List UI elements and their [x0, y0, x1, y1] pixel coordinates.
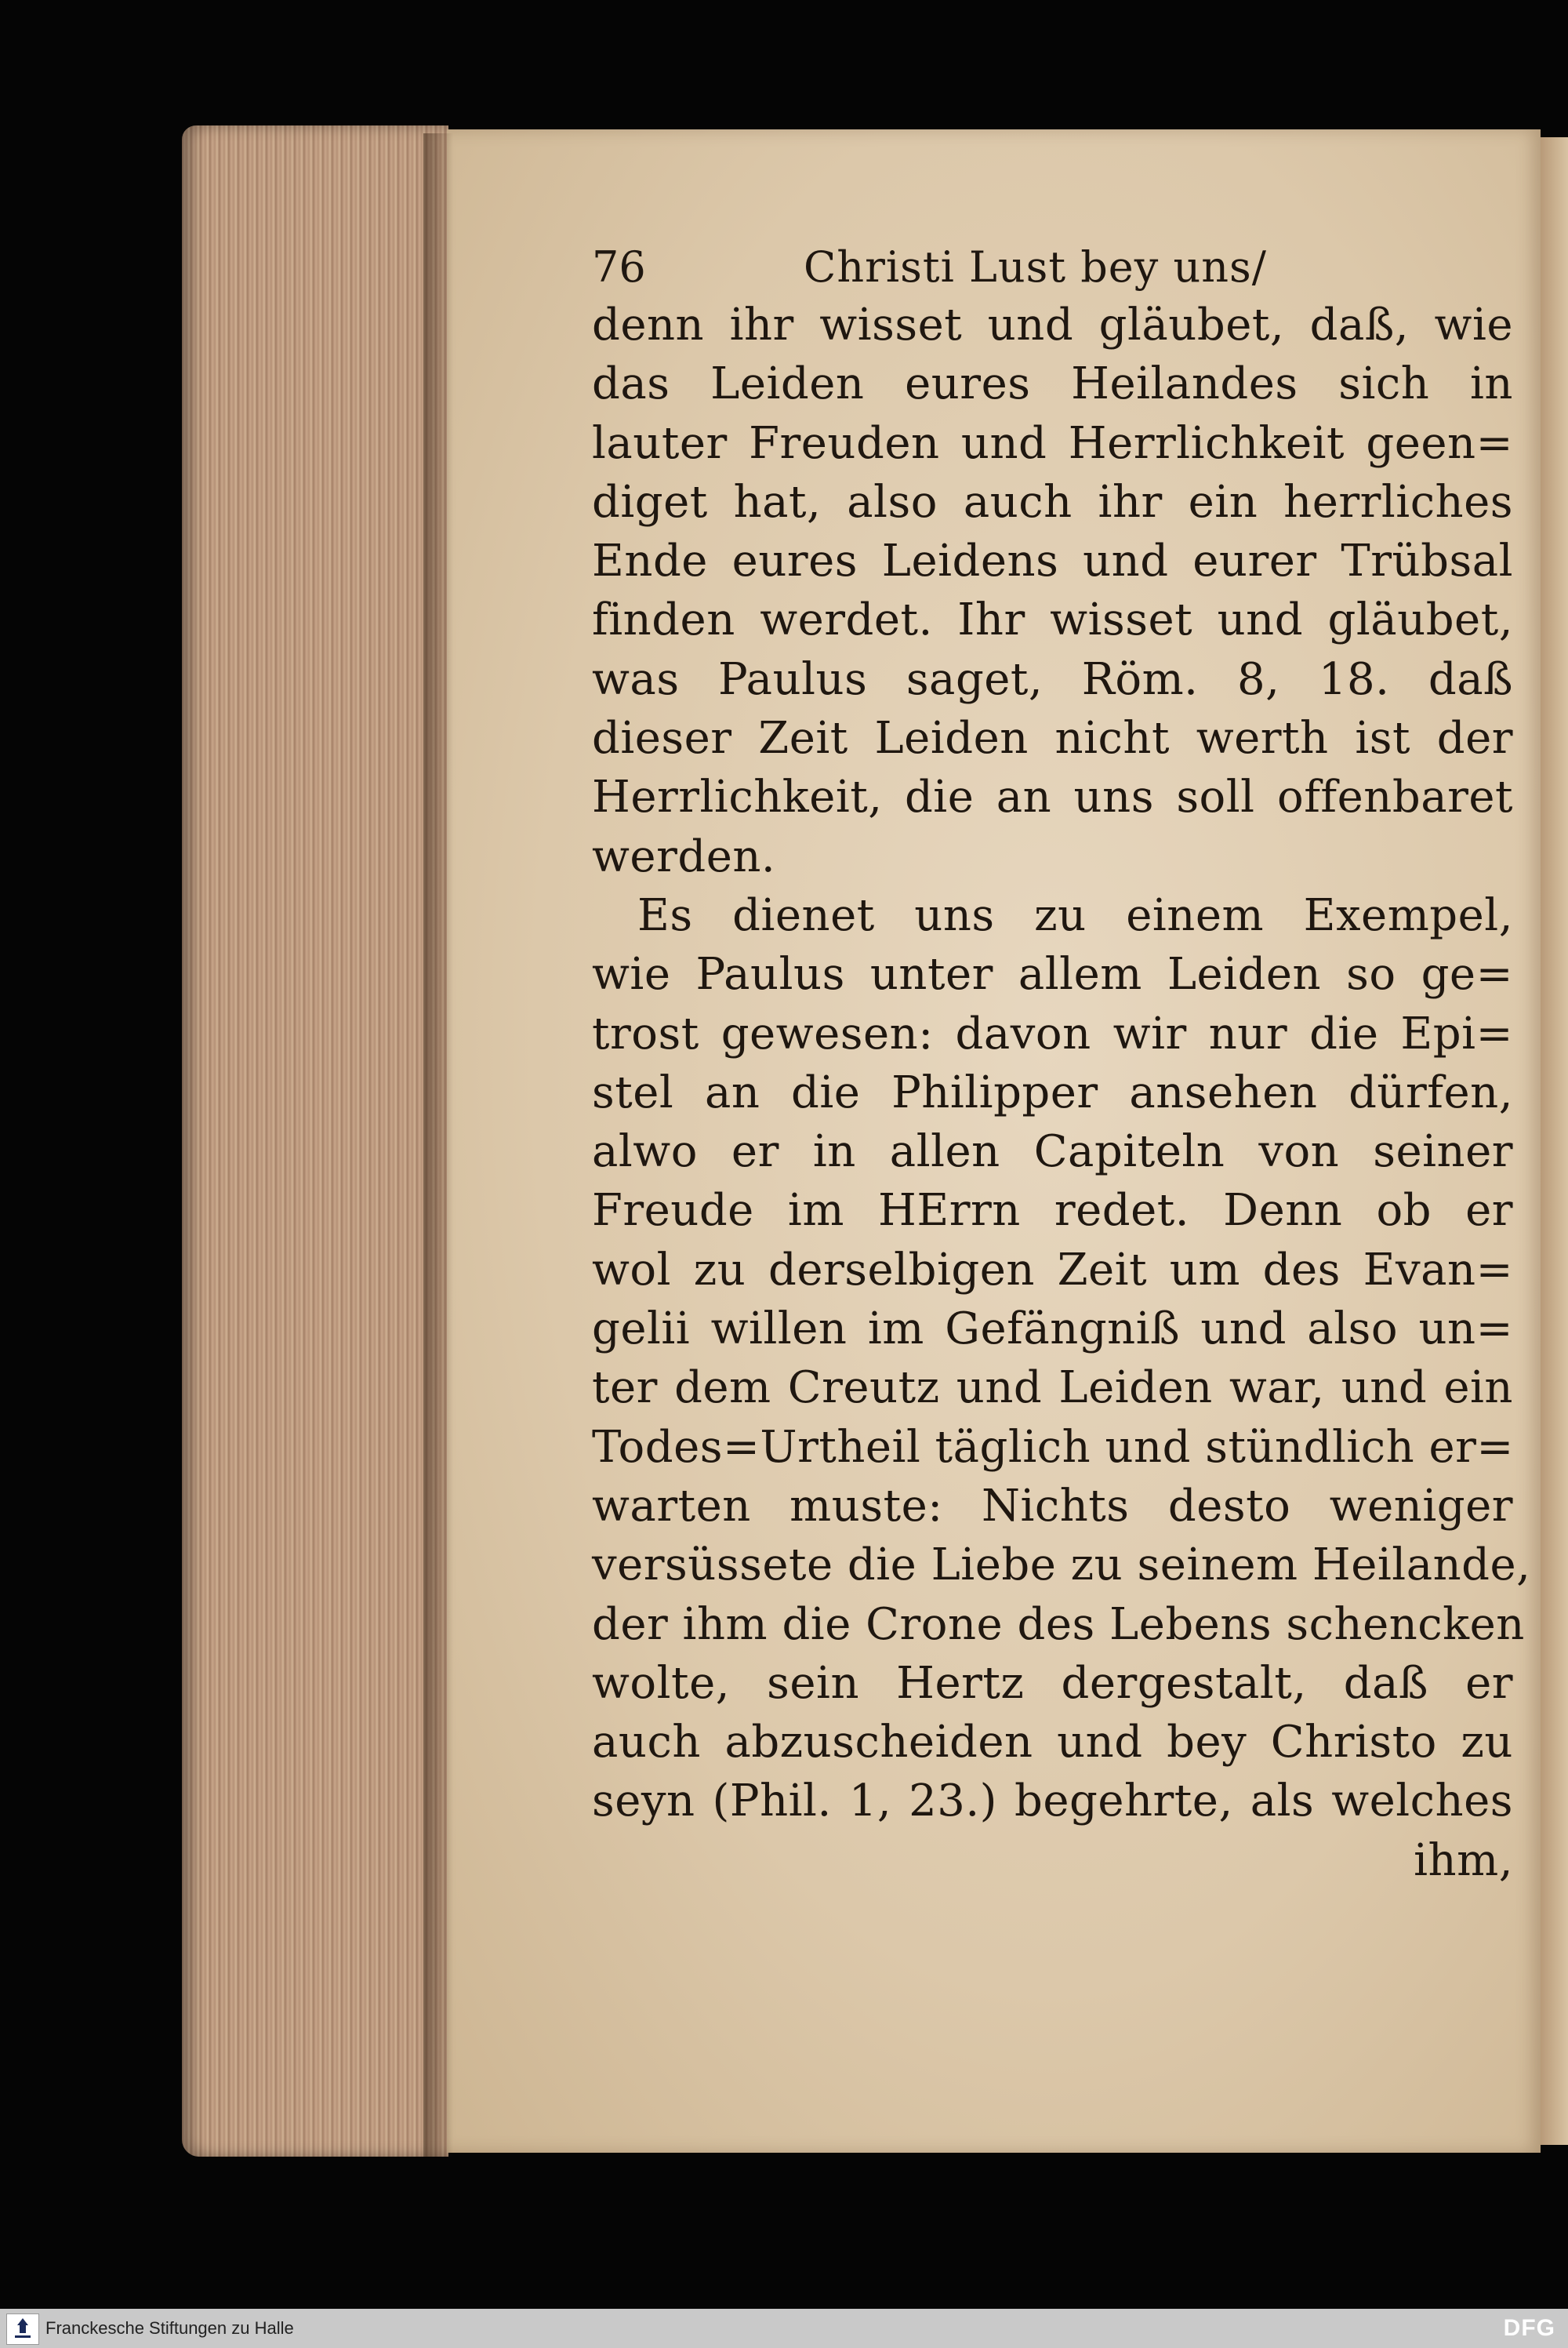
text-line: warten muste: Nichts desto weniger	[592, 1480, 1513, 1532]
text-line: wol zu derselbigen Zeit um des Evan=	[592, 1244, 1513, 1296]
text-line: seyn (Phil. 1, 23.) begehrte, als welches	[592, 1776, 1513, 1827]
text-line: Herrlichkeit, die an uns soll offenbaret	[592, 772, 1513, 823]
viewer-footer	[0, 2309, 1568, 2348]
dfg-logo: DFG	[1503, 2315, 1555, 2341]
text-line: wie Paulus unter allem Leiden so ge=	[592, 949, 1513, 1001]
text-line: alwo er in allen Capiteln von seiner	[592, 1126, 1513, 1178]
institution-name: Franckesche Stiftungen zu Halle	[45, 2318, 294, 2338]
text-line: wolte, sein Hertz dergestalt, daß er	[592, 1657, 1513, 1709]
text-line: ter dem Creutz und Leiden war, und ein	[592, 1362, 1513, 1414]
text-line: dieser Zeit Leiden nicht werth ist der	[592, 713, 1513, 765]
text-line: lauter Freuden und Herrlichkeit geen=	[592, 417, 1513, 469]
text-line: Ende eures Leidens und eurer Trübsal	[592, 536, 1513, 587]
text-line: trost gewesen: davon wir nur die Epi=	[592, 1008, 1513, 1060]
text-line: stel an die Philipper ansehen dürfen,	[592, 1067, 1513, 1118]
text-line: versüssete die Liebe zu seinem Heilande,	[592, 1539, 1531, 1591]
text-line: diget hat, also auch ihr ein herrliches	[592, 476, 1513, 528]
page-text	[592, 239, 1531, 2043]
text-line: das Leiden eures Heilandes sich in	[592, 358, 1513, 410]
text-line-paragraph-start: Es dienet uns zu einem Exempel,	[637, 889, 1513, 941]
text-line: finden werdet. Ihr wisset und gläubet,	[592, 594, 1513, 646]
text-line: auch abzuscheiden und bey Christo zu	[592, 1717, 1513, 1768]
catchword: ihm,	[1414, 1834, 1513, 1886]
institution-logo-icon	[6, 2313, 39, 2345]
text-line: was Paulus saget, Röm. 8, 18. daß	[592, 653, 1513, 705]
text-line: Freude im HErrn redet. Denn ob er	[592, 1185, 1513, 1237]
text-line: gelii willen im Gefängniß und also un=	[592, 1303, 1513, 1355]
text-line: denn ihr wisset und gläubet, daß, wie	[592, 300, 1513, 351]
facing-page-edge	[1541, 137, 1568, 2145]
gutter-shadow	[423, 133, 453, 2157]
page-number: 76	[592, 242, 646, 292]
running-head: Christi Lust bey uns/	[804, 242, 1267, 292]
text-line: werden.	[592, 831, 776, 882]
text-line: der ihm die Crone des Lebens schencken	[592, 1598, 1525, 1650]
page-block-edge	[182, 125, 448, 2157]
page-header	[592, 239, 1513, 296]
text-line: Todes=Urtheil täglich und stündlich er=	[592, 1421, 1514, 1473]
